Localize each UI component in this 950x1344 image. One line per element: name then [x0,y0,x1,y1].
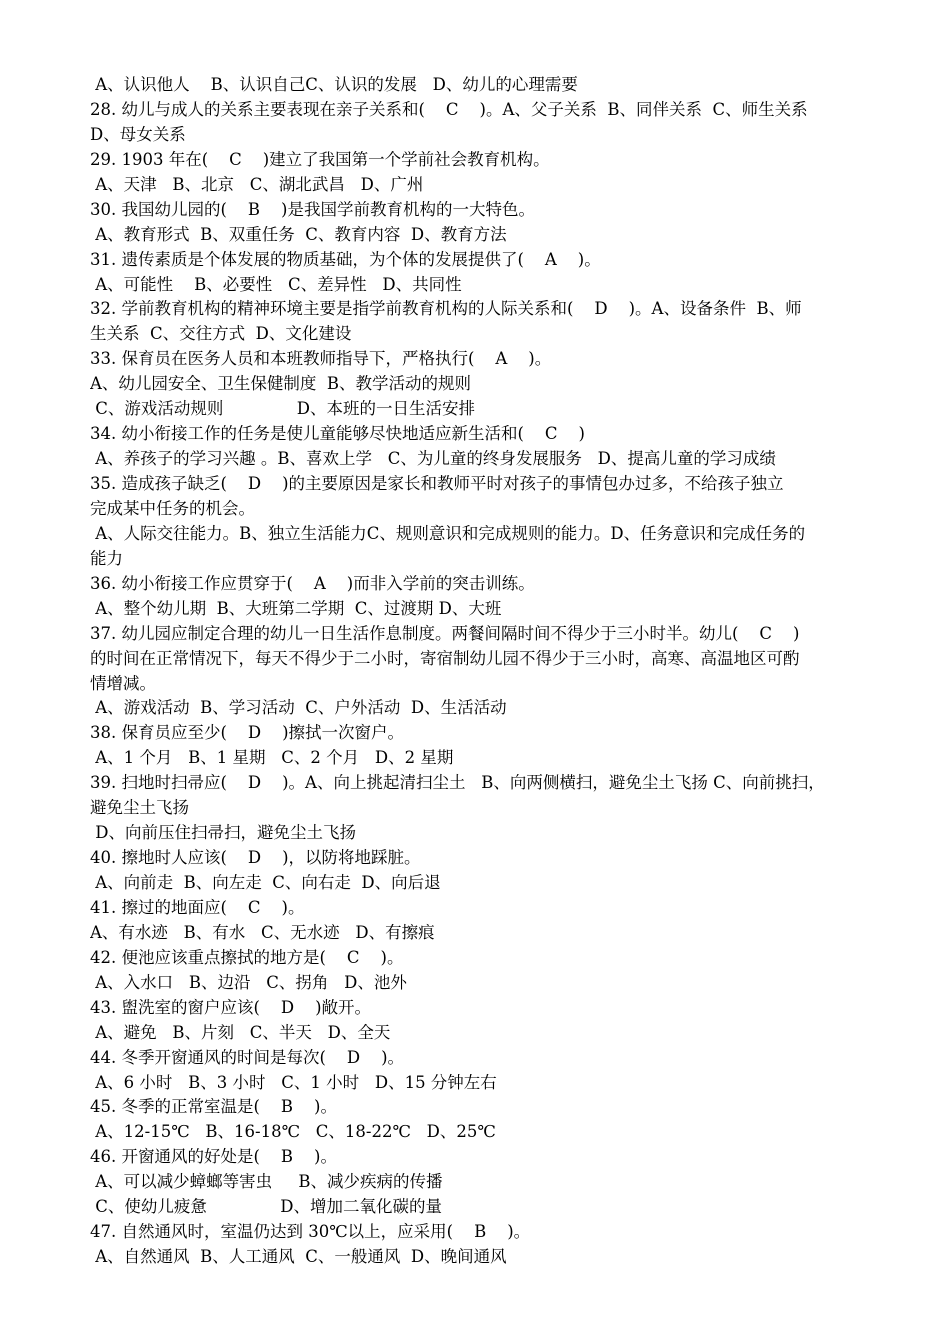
text-line: 31. 遗传素质是个体发展的物质基础，为个体的发展提供了( A )。 [90,249,601,269]
text-line: 40. 擦地时人应该( D )，以防将地踩脏。 [90,848,421,868]
text-line: A、人际交往能力。B、独立生活能力C、规则意识和完成规则的能力。D、任务意识和完成任务的 [90,523,806,543]
text-line: 的时间在正常情况下，每天不得少于二小时，寄宿制幼儿园不得少于三小时，高寒、高温地区可酌 [90,648,800,668]
text-line: 情增减。 [90,673,156,693]
text-line: 46. 开窗通风的好处是( B )。 [90,1147,337,1167]
text-line: 36. 幼小衔接工作应贯穿于( A )而非入学前的突击训练。 [90,573,535,593]
text-line: A、有水迹 B、有水 C、无水迹 D、有擦痕 [90,922,435,942]
text-line: 45. 冬季的正常室温是( B )。 [90,1097,337,1117]
text-line: 39. 扫地时扫帚应( D )。A、向上挑起清扫尘土 B、向两侧横扫，避免尘土飞扬 C、向前挑扫， [90,773,825,793]
text-line: A、可以减少蟑螂等害虫 B、减少疾病的传播 [90,1172,443,1192]
text-line: A、向前走 B、向左走 C、向右走 D、向后退 [90,873,441,892]
text-line: A、游戏活动 B、学习活动 C、户外活动 D、生活活动 [90,698,507,718]
text-line: 47. 自然通风时，室温仍达到 30℃以上，应采用( B )。 [90,1222,531,1242]
text-line: A、1 个月 B、1 星期 C、2 个月 D、2 星期 [90,748,454,768]
text-line: 35. 造成孩子缺乏( D )的主要原因是家长和教师平时对孩子的事情包办过多，不给孩子独立 [90,474,784,493]
text-line: D、向前压住扫帚扫，避免尘土飞扬 [90,823,356,843]
text-line: 43. 盥洗室的窗户应该( D )敞开。 [90,997,372,1017]
text-line: A、避免 B、片刻 C、半天 D、全天 [90,1022,391,1042]
text-line: A、可能性 B、必要性 C、差异性 D、共同性 [90,274,462,294]
text-line: A、认识他人 B、认识自己C、认识的发展 D、幼儿的心理需要 [90,75,578,94]
text-line: 28. 幼儿与成人的关系主要表现在亲子关系和( C )。A、父子关系 B、同伴关系 C、师生关系 [90,99,808,119]
text-line: 能力 [90,548,123,568]
text-line: 29. 1903 年在( C )建立了我国第一个学前社会教育机构。 [90,149,550,169]
text-line: A、整个幼儿期 B、大班第二学期 C、过渡期 D、大班 [90,598,502,618]
text-line: A、幼儿园安全、卫生保健制度 B、教学活动的规则 [90,374,472,394]
text-line: 44. 冬季开窗通风的时间是每次( D )。 [90,1047,405,1067]
text-line: A、自然通风 B、人工通风 C、一般通风 D、晚间通风 [90,1247,507,1267]
text-line: 42. 便池应该重点擦拭的地方是( C )。 [90,947,404,967]
text-line: A、入水口 B、边沿 C、拐角 D、池外 [90,972,407,992]
text-line: A、教育形式 B、双重任务 C、教育内容 D、教育方法 [90,224,507,244]
text-line: C、游戏活动规则 D、本班的一日生活安排 [90,399,476,419]
text-line: 生关系 C、交往方式 D、文化建设 [90,324,352,344]
text-line: 41. 擦过的地面应( C )。 [90,897,305,917]
text-line: C、使幼儿疲惫 D、增加二氧化碳的量 [90,1197,443,1217]
text-line: D、母女关系 [90,124,186,144]
text-line: A、养孩子的学习兴趣 。B、喜欢上学 C、为儿童的终身发展服务 D、提高儿童的学习成绩 [90,449,776,469]
text-line: 完成某中任务的机会。 [90,498,255,518]
text-line: 30. 我国幼儿园的( B )是我国学前教育机构的一大特色。 [90,199,535,219]
text-line: 37. 幼儿园应制定合理的幼儿一日生活作息制度。两餐间隔时间不得少于三小时半。幼儿( C ) [90,623,800,643]
text-line: A、天津 B、北京 C、湖北武昌 D、广州 [90,174,424,194]
text-line: 38. 保育员应至少( D )擦拭一次窗户。 [90,723,405,743]
text-line: A、12-15℃ B、16-18℃ C、18-22℃ D、25℃ [90,1122,496,1142]
document-page [90,73,885,1270]
text-line: A、6 小时 B、3 小时 C、1 小时 D、15 分钟左右 [90,1072,497,1092]
text-line: 33. 保育员在医务人员和本班教师指导下，严格执行( A )。 [90,349,552,369]
text-line: 避免尘土飞扬 [90,798,189,818]
text-line: 34. 幼小衔接工作的任务是使儿童能够尽快地适应新生活和( C ) [90,424,585,444]
text-line: 32. 学前教育机构的精神环境主要是指学前教育机构的人际关系和( D )。A、设备条件 B、师 [90,299,802,319]
